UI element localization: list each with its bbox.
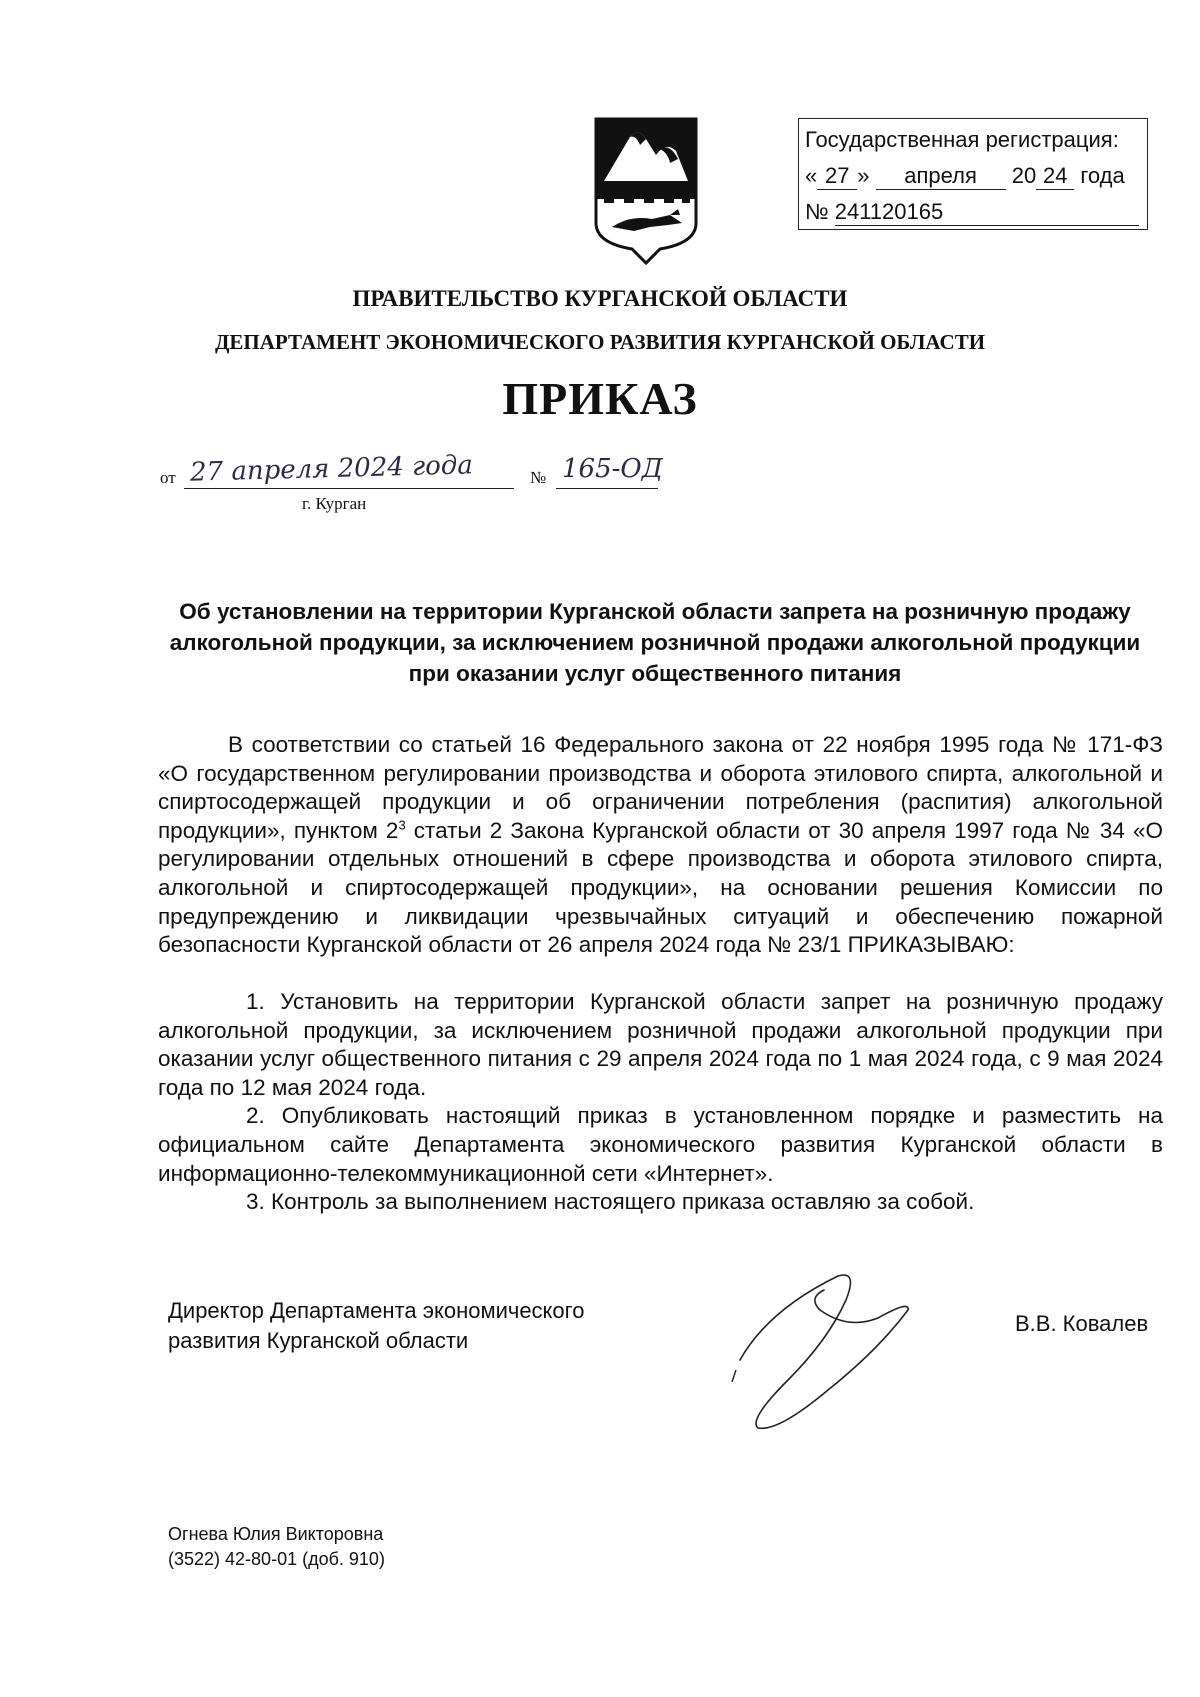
order-item: 3. Контроль за выполнением настоящего приказа оставляю за собой. (246, 1189, 975, 1215)
handwritten-signature (728, 1270, 918, 1435)
order-item: 1. Установить на территории Курганской области запрет на розничную продажу алкогольной продукции, за исключением розничной продажи алкогольной продукции при оказании услуг общественного питания с 29 апреля 2024 года по 1 мая 2024 года, с 9 мая 2024 года по 12 мая 2024 года. (158, 989, 1163, 1100)
executor-name: Огнева Юлия Викторовна (168, 1524, 384, 1544)
position-line-2: развития Курганской области (168, 1328, 469, 1353)
executor-contact (168, 1522, 385, 1572)
document-type-title: ПРИКАЗ (502, 373, 698, 424)
executor-phone: (3522) 42-80-01 (доб. 910) (168, 1549, 385, 1569)
preamble-paragraph (158, 731, 1163, 960)
preamble-text-a: В соответствии со статьей 16 Федерального закона от 22 ноября 1995 года № 171-ФЗ «О государственном регулировании производства и оборота этилового спирта, алкогольной и спиртосодержащей продукции и об ограничении потребления (распития) алкогольной продукции», пунктом 2 (158, 732, 1163, 843)
handwritten-number: 165-ОД (562, 454, 663, 484)
city: г. Курган (302, 494, 367, 513)
signatory-position (168, 1296, 668, 1356)
order-subject: Об установлении на территории Курганской области запрета на розничную продажу алкогольной продукции, за исключением розничной продажи алкогольной продукции при оказании услуг общественного питания (169, 599, 1141, 686)
registration-title: Государственная регистрация: (805, 127, 1119, 152)
coat-of-arms-emblem (590, 115, 702, 265)
department-heading: ДЕПАРТАМЕНТ ЭКОНОМИЧЕСКОГО РАЗВИТИЯ КУРГАНСКОЙ ОБЛАСТИ (214, 330, 986, 354)
registration-box (798, 118, 1148, 230)
registration-year-prefix: 20 (1011, 163, 1037, 188)
government-heading: ПРАВИТЕЛЬСТВО КУРГАНСКОЙ ОБЛАСТИ (352, 286, 848, 311)
registration-date-line: « 27 » апреля 20 24 года (805, 163, 1125, 188)
handwritten-date: 27 апреля 2024 года (189, 450, 474, 488)
order-date-row (160, 450, 680, 520)
registration-number-line (805, 195, 1147, 231)
signatory-name: В.В. Ковалев (1015, 1311, 1149, 1336)
registration-year-suffix: 24 (1036, 163, 1074, 190)
registration-number: 241120165 (835, 199, 1139, 226)
from-label: от (160, 468, 176, 487)
order-items (158, 988, 1163, 1217)
preamble-superscript: 3 (398, 817, 406, 833)
registration-number-label: № (805, 199, 829, 224)
registration-year-word: года (1080, 163, 1125, 188)
position-line-1: Директор Департамента экономического (168, 1298, 585, 1323)
preamble-text-b: статьи 2 Закона Курганской области от 30 апреля 1997 года № 34 «О регулировании отдельных отношений в сфере производства и оборота этилового спирта, алкогольной и спиртосодержащей продукции», на основании решения Комиссии по предупреждению и ликвидации чрезвычайных ситуаций и обеспечению пожарной безопасности Курганской области от 26 апреля 2024 года № 23/1 ПРИКАЗЫВАЮ: (158, 817, 1164, 958)
number-underline (556, 488, 658, 489)
registration-day: 27 (817, 163, 857, 190)
number-label: № (530, 468, 547, 487)
registration-month: апреля (876, 163, 1006, 190)
date-underline (184, 488, 514, 489)
order-item: 2. Опубликовать настоящий приказ в установленном порядке и разместить на официальном сайте Департамента экономического развития Курганской области в информационно-телекоммуникационной сети «Интернет». (158, 1103, 1163, 1186)
